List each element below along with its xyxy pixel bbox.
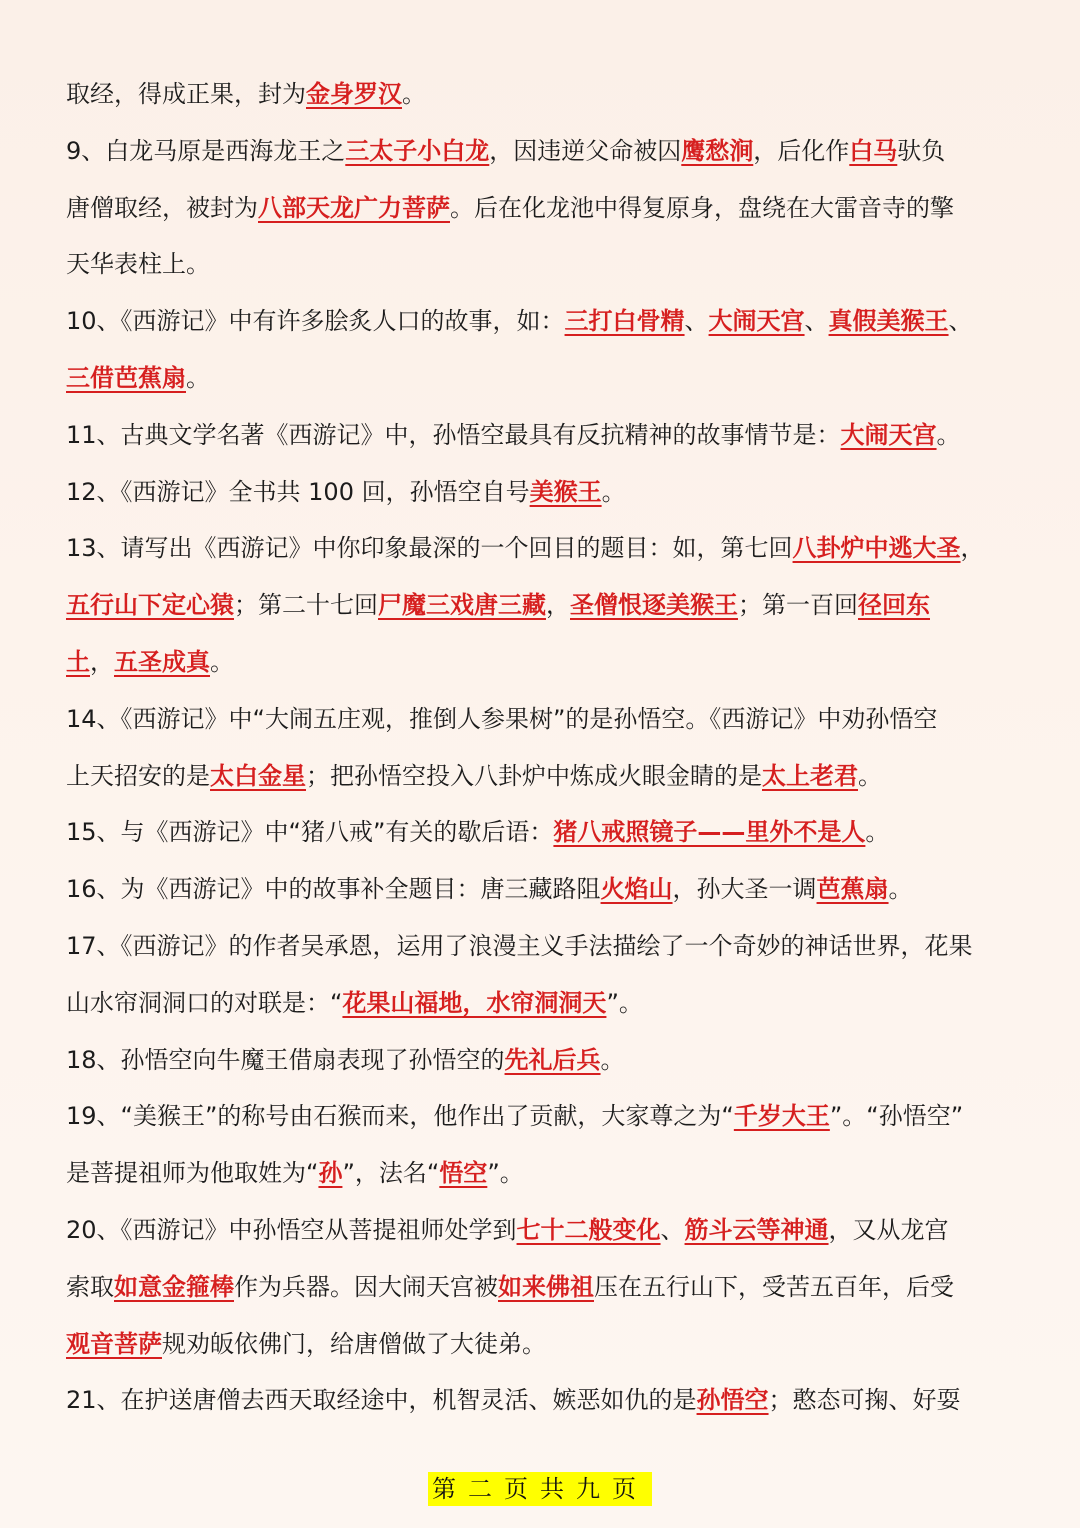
body-text: ， <box>546 591 570 620</box>
answer-text: 火焰山 <box>600 875 673 904</box>
text-line <box>66 180 1024 237</box>
body-text: 。 <box>858 761 882 790</box>
answer-text: 金身罗汉 <box>306 80 402 108</box>
answer-text: 千岁大王 <box>733 1102 830 1131</box>
answer-text: 筋斗云等神通 <box>684 1215 829 1244</box>
body-text: 、 <box>660 1215 685 1244</box>
text-line <box>66 1032 1024 1089</box>
page-number-label: 第二页共九页 <box>428 1472 652 1506</box>
body-text: 索取 <box>66 1272 114 1301</box>
answer-text: 三打白骨精 <box>564 307 685 336</box>
body-text: 11、古典文学名著《西游记》中，孙悟空最具有反抗精神的故事情节是： <box>66 420 841 449</box>
document-body <box>66 66 1024 1429</box>
body-text: ，后化作 <box>753 136 850 165</box>
text-line <box>66 1202 1024 1259</box>
body-text: 唐僧取经，被封为 <box>66 193 258 222</box>
body-text: 是菩提祖师为他取姓为“ <box>66 1159 319 1188</box>
answer-text: 大闹天宫 <box>708 307 805 336</box>
answer-text: 土 <box>66 647 90 676</box>
body-text: ，又从龙宫 <box>828 1215 949 1244</box>
answer-text: 五圣成真 <box>114 647 210 676</box>
body-text: 。 <box>600 1045 625 1074</box>
text-line <box>66 66 1024 123</box>
text-line <box>66 464 1024 521</box>
answer-text: 圣僧恨逐美猴王 <box>570 591 738 620</box>
text-line <box>66 236 1024 293</box>
body-text: 。 <box>865 818 890 847</box>
body-text: 压在五行山下，受苦五百年，后受 <box>594 1272 954 1301</box>
answer-text: 白马 <box>849 136 898 165</box>
answer-text: 芭蕉扇 <box>816 875 889 904</box>
body-text: 上天招安的是 <box>66 761 210 790</box>
text-line <box>66 975 1024 1032</box>
text-line <box>66 861 1024 918</box>
answer-text: 三太子小白龙 <box>345 136 490 165</box>
text-line <box>66 1088 1024 1145</box>
body-text: 。 <box>402 80 426 108</box>
body-text: 17、《西游记》的作者吴承恩，运用了浪漫主义手法描绘了一个奇妙的神话世界，花果 <box>66 931 973 960</box>
text-line <box>66 1316 1024 1373</box>
answer-text: 猪八戒照镜子——里外不是人 <box>553 818 866 847</box>
body-text: 16、为《西游记》中的故事补全题目：唐三藏路阻 <box>66 875 601 904</box>
body-text: 。后在化龙池中得复原身，盘绕在大雷音寺的擎 <box>450 193 954 222</box>
page-footer <box>0 1472 1080 1506</box>
answer-text: 真假美猴王 <box>828 307 949 336</box>
body-text: 驮负 <box>897 136 946 165</box>
text-line <box>66 407 1024 464</box>
body-text: 作为兵器。因大闹天宫被 <box>234 1272 498 1301</box>
answer-text: 悟空 <box>439 1159 488 1188</box>
body-text: 15、与《西游记》中“猪八戒”有关的歇后语： <box>66 818 554 847</box>
text-line <box>66 918 1024 975</box>
body-text: ”。 <box>487 1159 524 1188</box>
body-text: ”。 <box>606 988 643 1017</box>
answer-text: 孙悟空 <box>696 1386 769 1415</box>
body-text: 。 <box>888 875 913 904</box>
body-text: 9、白龙马原是西海龙王之 <box>66 136 346 165</box>
text-line <box>66 520 1024 577</box>
body-text: 10、《西游记》中有许多脍炙人口的故事，如： <box>66 307 565 336</box>
body-text: 19、“美猴王”的称号由石猴而来，他作出了贡献，大家尊之为“ <box>66 1102 734 1131</box>
body-text: 取经，得成正果，封为 <box>66 80 306 108</box>
body-text: 规劝皈依佛门，给唐僧做了大徒弟。 <box>162 1329 546 1358</box>
body-text: 14、《西游记》中“大闹五庄观，推倒人参果树”的是孙悟空。《西游记》中劝孙悟空 <box>66 704 938 733</box>
body-text: 20、《西游记》中孙悟空从菩提祖师处学到 <box>66 1215 517 1244</box>
answer-text: 三借芭蕉扇 <box>66 363 186 392</box>
answer-text: 尸魔三戏唐三藏 <box>378 591 546 620</box>
body-text: 山水帘洞洞口的对联是：“ <box>66 988 343 1017</box>
body-text: 。 <box>601 477 626 506</box>
answer-text: 五行山下定心猿 <box>66 591 234 620</box>
answer-text: 太白金星 <box>210 761 306 790</box>
body-text: 、 <box>684 307 709 336</box>
answer-text: 先礼后兵 <box>504 1045 601 1074</box>
answer-text: 孙 <box>318 1159 343 1188</box>
answer-text: 八卦炉中逃大圣 <box>792 534 961 563</box>
body-text: 18、孙悟空向牛魔王借扇表现了孙悟空的 <box>66 1045 505 1074</box>
answer-text: 八部天龙广力菩萨 <box>258 193 450 222</box>
body-text: ，因违逆父命被囚 <box>489 136 682 165</box>
body-text: 13、请写出《西游记》中你印象最深的一个回目的题目：如，第七回 <box>66 534 793 563</box>
answer-text: 美猴王 <box>529 477 602 506</box>
body-text: ”，法名“ <box>342 1159 440 1188</box>
body-text: ；第一百回 <box>738 591 858 620</box>
body-text: 。 <box>210 647 234 676</box>
body-text: 、 <box>948 307 973 336</box>
answer-text: 太上老君 <box>762 761 858 790</box>
text-line <box>66 577 1024 634</box>
body-text: 21、在护送唐僧去西天取经途中，机智灵活、嫉恶如仇的是 <box>66 1386 697 1415</box>
body-text: ；把孙悟空投入八卦炉中炼成火眼金睛的是 <box>306 761 762 790</box>
answer-text: 七十二般变化 <box>516 1215 661 1244</box>
body-text: ”。“孙悟空” <box>829 1102 964 1131</box>
answer-text: 花果山福地，水帘洞洞天 <box>342 988 607 1017</box>
text-line <box>66 1259 1024 1316</box>
body-text: ；第二十七回 <box>234 591 378 620</box>
text-line <box>66 748 1024 805</box>
text-line <box>66 123 1024 180</box>
body-text: 。 <box>186 363 210 392</box>
answer-text: 观音菩萨 <box>66 1329 162 1358</box>
text-line <box>66 804 1024 861</box>
text-line <box>66 350 1024 407</box>
answer-text: 如意金箍棒 <box>114 1272 234 1301</box>
text-line <box>66 1145 1024 1202</box>
body-text: ， <box>960 534 985 563</box>
body-text: 。 <box>936 420 961 449</box>
body-text: 天华表柱上。 <box>66 250 210 279</box>
text-line <box>66 691 1024 748</box>
body-text: ，孙大圣一调 <box>672 875 817 904</box>
body-text: ， <box>90 647 114 676</box>
text-line <box>66 293 1024 350</box>
answer-text: 径回东 <box>858 591 930 620</box>
body-text: ；憨态可掬、好耍 <box>768 1386 961 1415</box>
text-line <box>66 1372 1024 1429</box>
body-text: 、 <box>804 307 829 336</box>
answer-text: 大闹天宫 <box>840 420 937 449</box>
text-line <box>66 634 1024 691</box>
body-text: 12、《西游记》全书共 100 回，孙悟空自号 <box>66 477 530 506</box>
answer-text: 如来佛祖 <box>498 1272 594 1301</box>
answer-text: 鹰愁涧 <box>681 136 754 165</box>
